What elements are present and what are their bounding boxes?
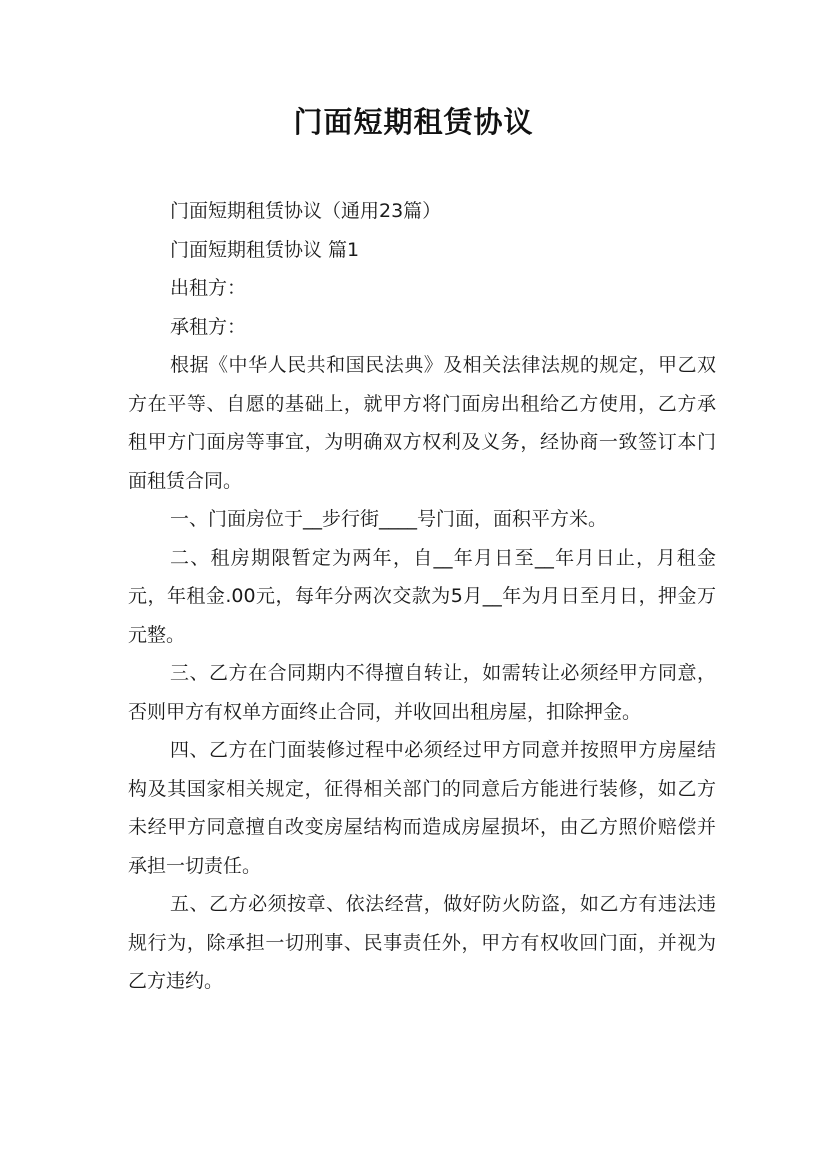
paragraph-clause-3: 三、乙方在合同期内不得擅自转让，如需转让必须经甲方同意，否则甲方有权单方面终止合同，并收回出租房屋，扣除押金。 [128,662,716,723]
paragraph-clause-2: 二、租房期限暂定为两年，自__年月日至__年月日止，月租金元，年租金.00元，每年分两次交款为5月__年为月日至月日，押金万元整。 [128,546,716,646]
paragraph-preamble: 根据《中华人民共和国民法典》及相关法律法规的规定，甲乙双方在平等、自愿的基础上，就甲方将门面房出租给乙方使用，乙方承租甲方门面房等事宜，为明确双方权利及义务，经协商一致签订本门面租赁合同。 [128,354,716,492]
document-title: 门面短期租赁协议 [293,105,534,139]
paragraph-heading: 门面短期租赁协议（通用23篇） [170,200,442,222]
paragraph-clause-1: 一、门面房位于__步行街____号门面，面积平方米。 [170,508,608,530]
paragraph-lessor: 出租方： [170,277,247,299]
paragraph-lessee: 承租方： [170,315,247,338]
document-body [128,192,716,1001]
paragraph-clause-4: 四、乙方在门面装修过程中必须经过甲方同意并按照甲方房屋结构及其国家相关规定，征得相关部门的同意后方能进行装修，如乙方未经甲方同意擅自改变房屋结构而造成房屋损坏，由乙方照价赔偿并承担一切责任。 [128,739,716,877]
paragraph-clause-5: 五、乙方必须按章、依法经营，做好防火防盗，如乙方有违法违规行为，除承担一切刑事、民事责任外，甲方有权收回门面，并视为乙方违约。 [128,893,716,992]
paragraph-section-title: 门面短期租赁协议 篇1 [170,238,360,261]
